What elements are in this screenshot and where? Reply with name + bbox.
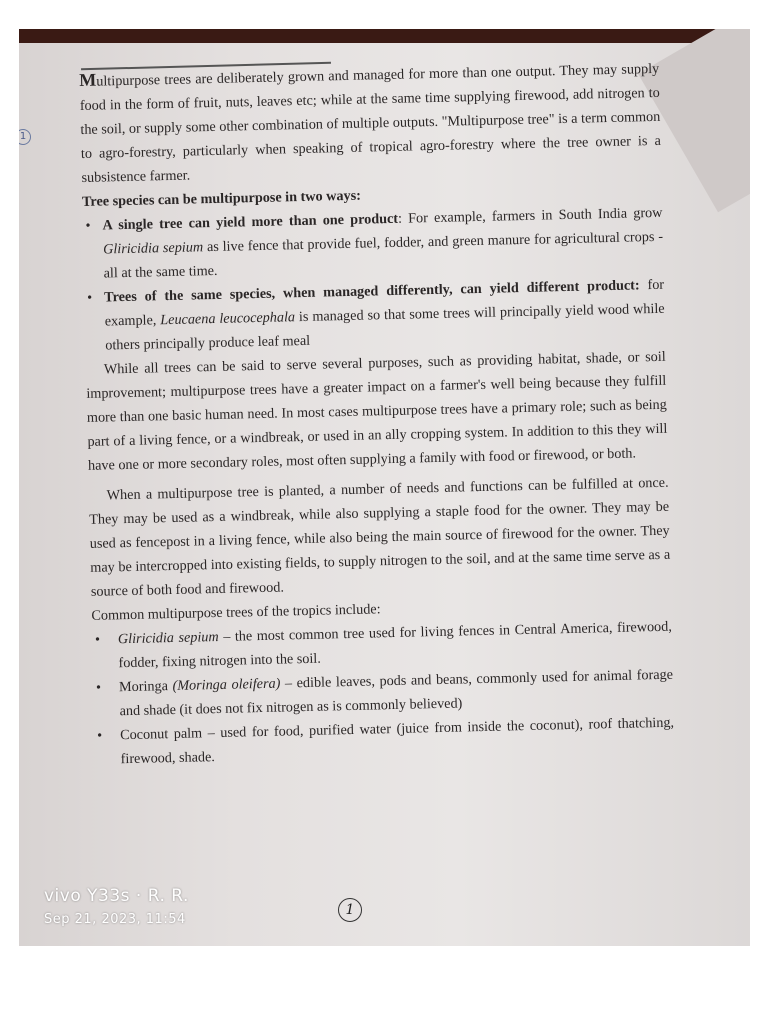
drop-letter: M [79, 69, 97, 90]
body-paragraph: When a multipurpose tree is planted, a number of needs and functions can be fulfilled at once. They may be used as a windbreak, while also supplying a staple food for the owner. They may be used as fencepost in a living fence, while also being the main source of firewood for the owner. They may be intercropped into existing fields, to supply nitrogen to the soil, and at the same time serve as a source of both food and firewood. [89, 474, 671, 600]
paper-sheet [19, 43, 750, 946]
item-text: Coconut palm – used for food, purified water (juice from inside the coconut), roof thatching, firewood, shade. [119, 714, 675, 768]
ways-list [82, 201, 665, 358]
species-name: Leucaena leucocephala [160, 309, 296, 329]
camera-watermark-timestamp: Sep 21, 2023, 11:54 [44, 912, 186, 927]
section-heading: Tree species can be multipurpose in two ways: [81, 187, 362, 210]
intro-text: ultipurpose trees are deliberately grown and managed for more than one output. They may supply food in the form of fruit, nuts, leaves etc; while at the same time supplying firewood, add nitrogen to the soil, or supply some other combination of multiple outputs. "Multipurpose tree" is a term common to agro-forestry, particularly when speaking of tropical agro-forestry where the tree owner is a subsistence farmer. [79, 60, 661, 186]
handwritten-page-number: 1 [338, 898, 362, 922]
item-text: Moringa [118, 678, 173, 696]
document-body [79, 55, 675, 772]
document-photo [19, 29, 750, 946]
trees-list [92, 615, 675, 772]
list-item [104, 273, 665, 358]
list-intro: Common multipurpose trees of the tropics include: [91, 601, 381, 624]
item-text: is managed so that some trees will principally yield wood while others principally produce leaf meal [105, 300, 665, 354]
item-text: – the most common tree used for living fences in Central America, firewood, fodder, fixing nitrogen into the soil. [118, 618, 673, 672]
item-text: : For example, farmers in South India grow [397, 204, 663, 227]
margin-annotation: 1 [19, 129, 31, 145]
item-text: as live fence that provide fuel, fodder, and green manure for agricultural crops - all at the same time. [103, 228, 664, 282]
item-bold: Trees of the same species, when managed differently, can yield different product: [104, 277, 640, 306]
species-name: Gliricidia sepium [117, 628, 219, 648]
item-text: – edible leaves, pods and beans, commonly used for animal forage and shade (it does not fix nitrogen as is commonly believed) [119, 666, 674, 720]
species-name: (Moringa oleifera) [172, 675, 281, 695]
item-text: for example, [104, 276, 665, 330]
intro-paragraph [79, 55, 662, 190]
camera-watermark-device: vivo Y33s · R. R. [44, 886, 189, 906]
list-item [102, 201, 663, 286]
species-name: Gliricidia sepium [102, 239, 204, 258]
body-paragraph: While all trees can be said to serve several purposes, such as providing habitat, shade, or soil improvement; multipurpose trees have a greater impact on a farmer's well being because they fulfill more than one basic human need. In most cases multipurpose trees have a primary role; such as being part of a living fence, or a windbreak, or used in an ally cropping system. In addition to this they will have one or more secondary roles, most often supplying a family with food or firewood, or both. [86, 348, 668, 474]
item-bold: A single tree can yield more than one product [102, 210, 399, 234]
